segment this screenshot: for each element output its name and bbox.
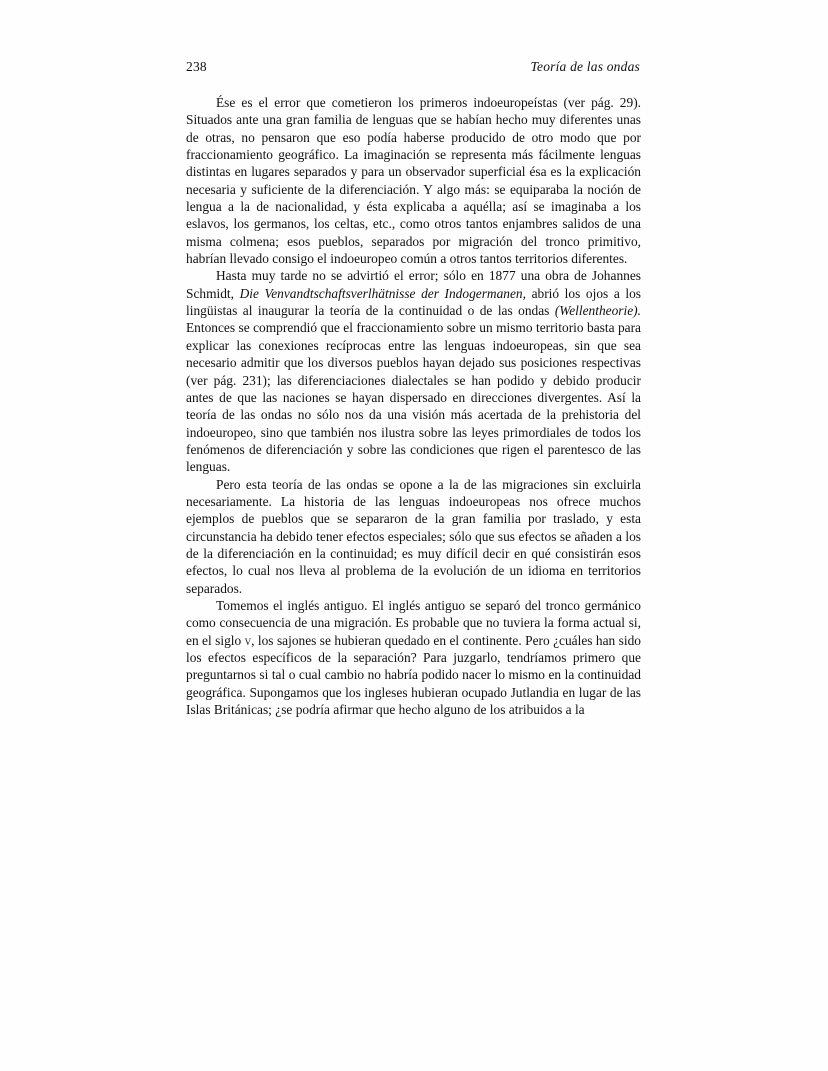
text-run: Pero esta teoría de las ondas se opone a la de las migraciones sin excluirla necesariamente. La historia de las lenguas indoeuropeas nos ofrece muchos ejemplos de pueblos que se separaron de la gran familia por traslado, y esta circunstancia ha debido tener efectos especiales; sólo que sus efectos se añaden a los de la diferenciación en la continuidad; es muy difícil decir en qué consistirán esos efectos, lo cual nos lleva al problema de la evolución de un idioma en territorios separados. [186,476,641,596]
italic-text-run: (Wellentheorie). [554,303,641,319]
text-run: Entonces se comprendió que el fraccionamiento sobre un mismo territorio basta para explicar las conexiones recíprocas entre las lenguas indoeuropeas, sin que sea necesario admitir que los diversos pueblos hayan dejado sus posiciones respectivas (ver pág. 231); las diferenciaciones dialectales se han podido y debido producir antes de que las naciones se hayan dispersado en direcciones divergentes. Así la teoría de las ondas no sólo nos da una visión más acertada de la prehistoria del indoeuropeo, sino que también nos ilustra sobre las leyes primordiales de todos los fenómenos de diferenciación y sobre las condiciones que rigen el parentesco de las lenguas. [186,320,641,475]
italic-text-run: Die Venvandtschaftsverlhätnisse der Indogermanen, [239,285,526,301]
paragraph [186,476,641,597]
running-head [186,58,640,76]
text-run: abrió los ojos a los lingüistas al inaugurar la teoría de la continuidad o de las ondas [186,285,641,319]
text-run: Ése es el error que cometieron los primeros indoeuropeístas (ver pág. 29). Situados ante una gran familia de lenguas que se habían hecho muy diferentes unas de otras, no pensaron que eso podía haberse producido de otro modo que por fraccionamiento geográfico. La imaginación se representa más fácilmente lenguas distintas en lugares separados y para un observador superficial ésa es la explicación necesaria y suficiente de la diferenciación. Y algo más: se equiparaba la noción de lengua a la de nacionalidad, y ésta explicaba a aquélla; así se imaginaba a los eslavos, los germanos, los celtas, etc., como otros tantos enjambres salidos de una misma colmena; esos pueblos, separados por migración del tronco primitivo, habrían llevado consigo el indoeuropeo común a otros tantos territorios diferentes. [186,95,641,267]
page-number: 238 [186,59,207,74]
body-text [186,94,641,718]
roman-numeral: v [244,632,252,648]
text-run: , los sajones se hubieran quedado en el continente. Pero ¿cuáles han sido los efectos específicos de la separación? Para juzgarlo, tendríamos primero que preguntarnos si tal o cual cambio no habría podido nacer lo mismo en la continuidad geográfica. Supongamos que los ingleses hubieran ocupado Jutlandia en lugar de las Islas Británicas; ¿se podría afirmar que hecho alguno de los atribuidos a la [186,632,641,718]
paragraph [186,597,641,718]
text-run: Hasta muy tarde no se advirtió el error; sólo en 1877 una obra de Johannes Schmidt, [186,268,641,301]
paragraph [186,267,641,475]
paragraph [186,94,641,267]
text-run: Tomemos el inglés antiguo. El inglés antiguo se separó del tronco germánico como consecuencia de una migración. Es probable que no tuviera la forma actual si, en el siglo [186,597,641,648]
running-head-title: Teoría de las ondas [530,59,640,74]
